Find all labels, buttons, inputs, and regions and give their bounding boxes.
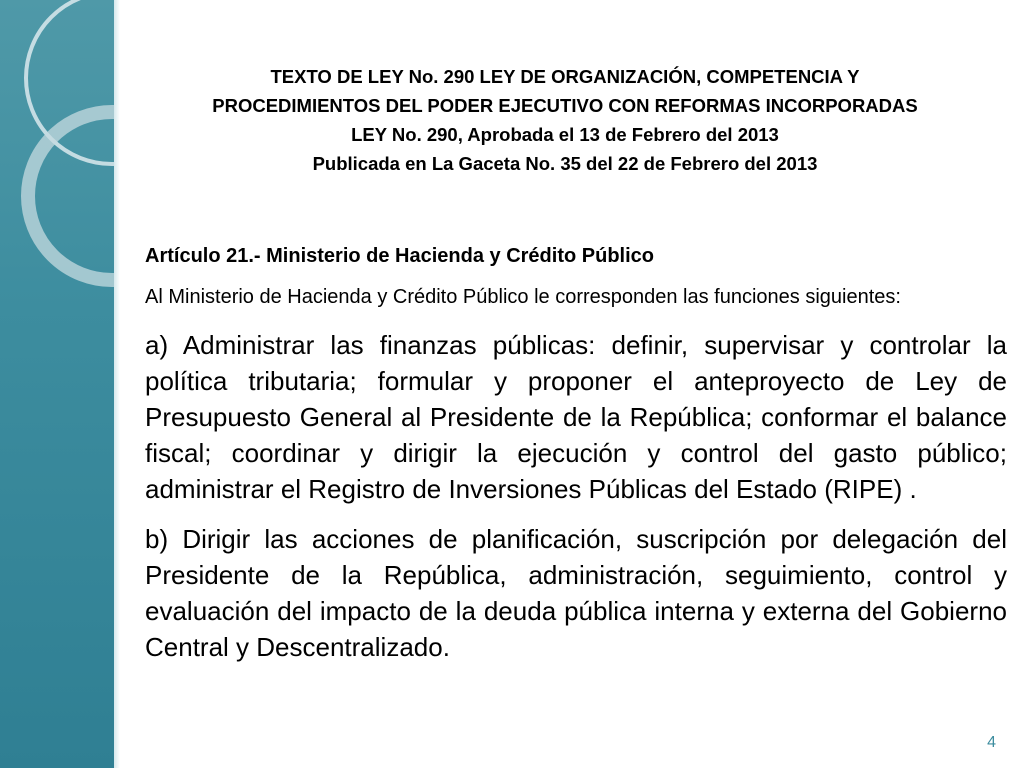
document-header (120, 62, 1010, 178)
header-line-4: Publicada en La Gaceta No. 35 del 22 de Febrero del 2013 (312, 153, 818, 174)
decorative-sidebar (0, 0, 114, 768)
article-content (145, 240, 1007, 665)
decorative-ring-top (26, 0, 114, 164)
decorative-ring-middle (28, 112, 114, 280)
header-line-3: LEY No. 290, Aprobada el 13 de Febrero del 2013 (351, 124, 779, 145)
article-item-a: a) Administrar las finanzas públicas: definir, supervisar y controlar la política tributaria; formular y proponer el anteproyecto de Ley de Presupuesto General al Presidente de la República; conformar el balance fiscal; coordinar y dirigir la ejecución y control del gasto público; administrar el Registro de Inversiones Públicas del Estado (RIPE) . (145, 330, 1007, 504)
article-intro: Al Ministerio de Hacienda y Crédito Público le corresponden las funciones siguientes: (145, 286, 901, 308)
article-item-b: b) Dirigir las acciones de planificación, suscripción por delegación del Presidente de la República, administración, seguimiento, control y evaluación del impacto de la deuda pública interna y externa del Gobierno Central y Descentralizado. (145, 524, 1007, 662)
decorative-rings (0, 0, 114, 768)
page-number: 4 (987, 734, 996, 751)
header-line-2: PROCEDIMIENTOS DEL PODER EJECUTIVO CON REFORMAS INCORPORADAS (212, 95, 918, 116)
header-line-1: TEXTO DE LEY No. 290 LEY DE ORGANIZACIÓN, COMPETENCIA Y (270, 66, 860, 87)
article-title: Artículo 21.- Ministerio de Hacienda y Crédito Público (145, 245, 654, 267)
